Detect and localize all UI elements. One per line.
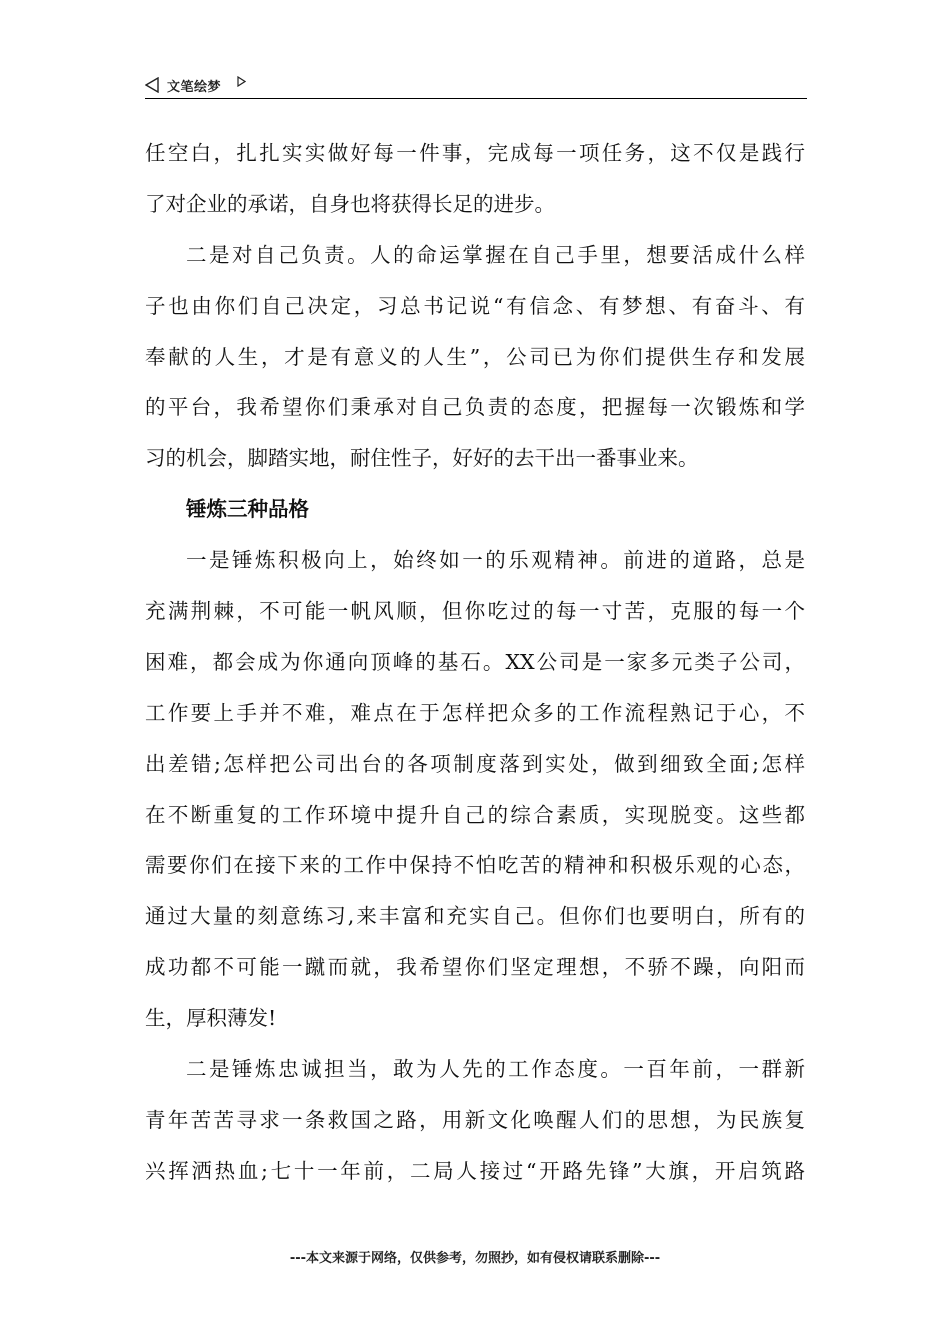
triangle-right-icon [237,76,246,87]
text-line: 习的机会，脚踏实地，耐住性子，好好的去干出一番事业来。 [145,446,699,471]
text-line: 任空白，扎扎实实做好每一件事，完成每一项任务，这不仅是践行 [145,141,805,165]
header-brand: 文笔绘梦 [167,80,222,95]
text-line: 成功都不可能一蹴而就，我希望你们坚定理想，不骄不躁，向阳而 [145,955,805,980]
paragraph-start: 一是锤炼积极向上，始终如一的乐观精神。前进的道路，总是 [186,548,805,573]
text-line: 了对企业的承诺，自身也将获得长足的进步。 [145,191,555,216]
text-line: 子也由你们自己决定，习总书记说“有信念、有梦想、有奋斗、有 [145,293,805,318]
document-body [145,128,805,1197]
text-line: 需要你们在接下来的工作中保持不怕吃苦的精神和积极乐观的心态， [145,853,805,878]
section-heading: 锤炼三种品格 [186,497,309,522]
paragraph-start: 二是锤炼忠诚担当，敢为人先的工作态度。一百年前，一群新 [186,1057,805,1082]
text-line: 在不断重复的工作环境中提升自己的综合素质，实现脱变。这些都 [145,802,805,827]
text-line: 困难，都会成为你通向顶峰的基石。XX公司是一家多元类子公司， [145,649,805,674]
text-line: 青年苦苦寻求一条救国之路，用新文化唤醒人们的思想，为民族复 [145,1107,805,1132]
text-line: 出差错;怎样把公司出台的各项制度落到实处，做到细致全面;怎样 [145,751,805,776]
triangle-left-icon [145,77,159,93]
text-line: 工作要上手并不难，难点在于怎样把众多的工作流程熟记于心，不 [145,700,805,725]
footer-notice: ---本文来源于网络，仅供参考，勿照抄，如有侵权请联系删除--- [289,1251,661,1266]
text-line: 奉献的人生，才是有意义的人生”，公司已为你们提供生存和发展 [145,344,805,369]
page-header [145,72,807,99]
text-line: 兴挥洒热血;七十一年前，二局人接过“开路先锋”大旗，开启筑路 [145,1158,805,1183]
text-line: 生，厚积薄发! [145,1006,277,1031]
text-line: 通过大量的刻意练习,来丰富和充实自己。但你们也要明白，所有的 [145,904,805,929]
paragraph-start: 二是对自己负责。人的命运掌握在自己手里，想要活成什么样 [186,242,805,267]
text-line: 充满荆棘，不可能一帆风顺，但你吃过的每一寸苦，克服的每一个 [145,599,805,624]
text-line: 的平台，我希望你们秉承对自己负责的态度，把握每一次锻炼和学 [145,395,805,420]
